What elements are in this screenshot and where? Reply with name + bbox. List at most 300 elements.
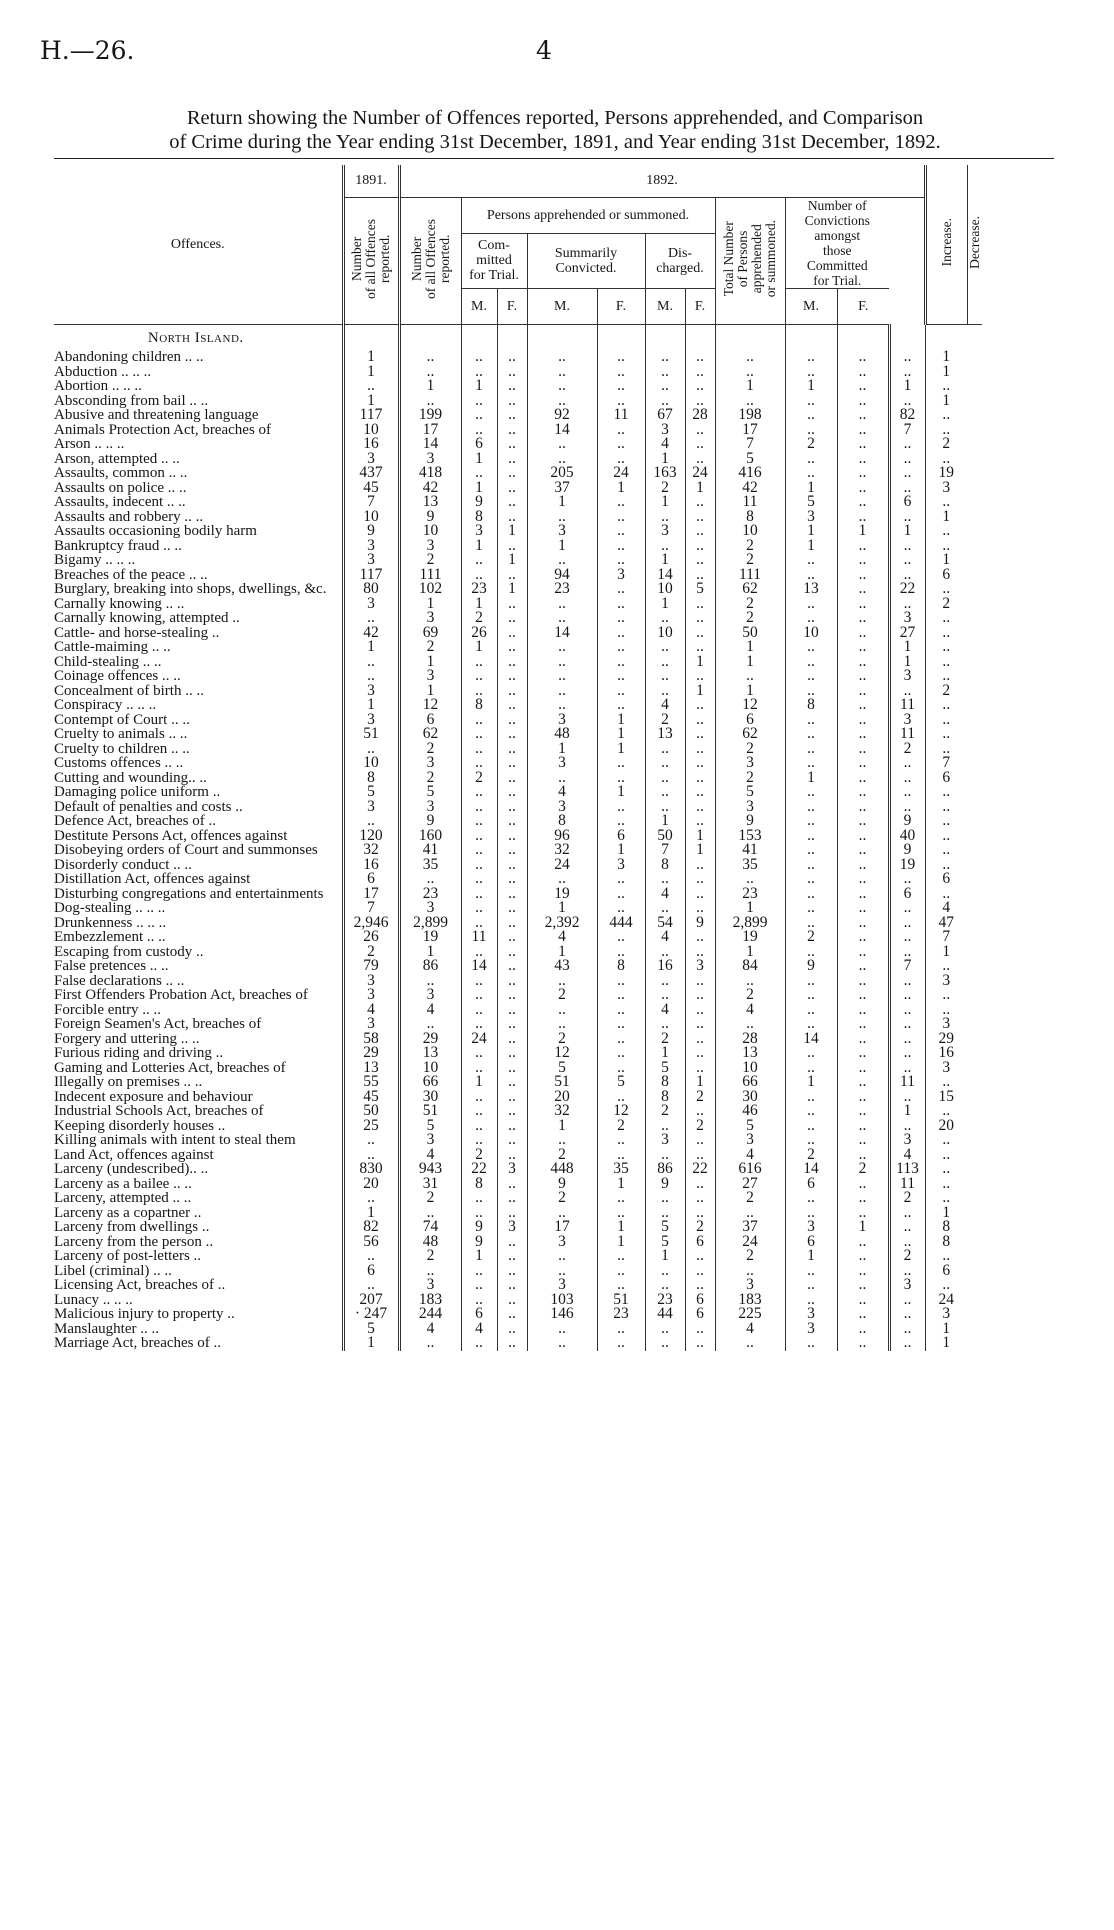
table-cell: 2 [925, 597, 967, 612]
table-cell: .. [497, 858, 527, 873]
table-cell: .. [645, 872, 685, 887]
table-cell: 40 [889, 829, 925, 844]
table-cell: .. [461, 1104, 497, 1119]
table-cell: .. [461, 1003, 497, 1018]
table-row [54, 1032, 982, 1047]
table-cell: 27 [889, 626, 925, 641]
offence-name: Conspiracy .. .. .. [54, 698, 157, 713]
table-cell: 1 [343, 394, 399, 409]
table-cell: 3 [715, 756, 785, 771]
table-cell: 10 [785, 626, 837, 641]
table-cell: 437 [343, 466, 399, 481]
table-cell: .. [785, 452, 837, 467]
table-cell: 11 [889, 698, 925, 713]
table-cell: .. [497, 655, 527, 670]
table-cell: 2 [889, 742, 925, 757]
table-cell: .. [597, 437, 645, 452]
col-apprehended: Persons apprehended or summoned. [461, 197, 715, 233]
table-cell: .. [837, 829, 889, 844]
table-cell: 6 [461, 1307, 497, 1322]
table-cell: .. [399, 1017, 461, 1032]
table-cell: 3 [925, 974, 967, 989]
table-cell: 7 [889, 959, 925, 974]
table-cell: 5 [715, 785, 785, 800]
table-cell: .. [837, 872, 889, 887]
table-cell: .. [497, 350, 527, 365]
table-cell: .. [685, 597, 715, 612]
table-cell: 3 [527, 1278, 597, 1293]
col-committed-f: F. [497, 288, 527, 324]
offence-name: Carnally knowing .. .. [54, 596, 185, 611]
table-cell: 1 [399, 597, 461, 612]
table-cell: 3 [343, 539, 399, 554]
table-cell: .. [497, 1249, 527, 1264]
table-cell: .. [597, 1191, 645, 1206]
table-cell: 2 [685, 1119, 715, 1134]
title-line-1: Return showing the Number of Offences reported, Persons apprehended, and Comparison [186, 107, 924, 129]
table-cell: 11 [461, 930, 497, 945]
table-cell: 3 [343, 684, 399, 699]
table-cell: 8 [461, 510, 497, 525]
table-cell: .. [785, 408, 837, 423]
table-cell: .. [497, 1336, 527, 1351]
table-row [54, 466, 982, 481]
table-cell: .. [645, 1322, 685, 1337]
table-cell: .. [461, 1017, 497, 1032]
offence-name: Lunacy .. .. .. [54, 1292, 133, 1307]
table-cell: 1 [597, 713, 645, 728]
table-cell: .. [497, 930, 527, 945]
table-cell: 28 [685, 408, 715, 423]
table-cell: 2 [399, 742, 461, 757]
table-cell: .. [343, 1191, 399, 1206]
table-cell: 1 [889, 524, 925, 539]
table-cell: .. [527, 1322, 597, 1337]
table-cell: .. [837, 423, 889, 438]
table-cell: 1 [461, 452, 497, 467]
table-cell: 16 [343, 858, 399, 873]
table-cell: 13 [645, 727, 685, 742]
table-cell: .. [837, 858, 889, 873]
table-cell: .. [837, 669, 889, 684]
table-cell: .. [461, 568, 497, 583]
table-cell: .. [461, 365, 497, 380]
table-cell: .. [497, 843, 527, 858]
table-cell: .. [837, 582, 889, 597]
table-row [54, 727, 982, 742]
table-cell: 2,899 [399, 916, 461, 931]
table-row [54, 1061, 982, 1076]
offence-name: Destitute Persons Act, offences against [54, 828, 288, 843]
table-cell: .. [527, 452, 597, 467]
table-cell: .. [715, 669, 785, 684]
table-cell: .. [785, 916, 837, 931]
table-cell: 10 [343, 510, 399, 525]
table-row [54, 394, 982, 409]
table-cell: 24 [685, 466, 715, 481]
table-cell: 1 [343, 1206, 399, 1221]
table-cell: .. [715, 365, 785, 380]
table-cell: .. [837, 1293, 889, 1308]
table-cell: 2 [527, 988, 597, 1003]
table-cell: .. [685, 539, 715, 554]
table-cell: 2 [399, 1249, 461, 1264]
table-cell: 2 [685, 1090, 715, 1105]
table-cell: .. [343, 1249, 399, 1264]
table-cell: 1 [685, 655, 715, 670]
table-cell: 3 [785, 1220, 837, 1235]
table-cell: .. [461, 408, 497, 423]
table-cell: .. [597, 669, 645, 684]
table-cell: 6 [685, 1293, 715, 1308]
table-cell: 9 [715, 814, 785, 829]
offence-name: Absconding from bail .. .. [54, 393, 209, 408]
offence-name: Default of penalties and costs .. [54, 799, 243, 814]
table-cell: .. [645, 771, 685, 786]
table-cell: 1 [715, 640, 785, 655]
table-cell: 32 [527, 843, 597, 858]
table-row [54, 1278, 982, 1293]
table-cell: .. [685, 988, 715, 1003]
table-cell: 1 [715, 945, 785, 960]
table-cell: 1 [597, 785, 645, 800]
table-cell: .. [925, 495, 967, 510]
table-cell: 2 [715, 611, 785, 626]
table-cell: .. [837, 1119, 889, 1134]
table-cell: .. [645, 742, 685, 757]
table-cell: .. [597, 1046, 645, 1061]
table-cell: 1 [527, 495, 597, 510]
table-cell: 1 [715, 379, 785, 394]
table-cell: 3 [399, 901, 461, 916]
table-cell: 3 [889, 669, 925, 684]
table-cell: 1 [715, 684, 785, 699]
table-cell: .. [889, 756, 925, 771]
table-cell: .. [889, 1336, 925, 1351]
table-cell: .. [837, 916, 889, 931]
table-cell: .. [497, 814, 527, 829]
table-row [54, 379, 982, 394]
table-cell: .. [785, 1264, 837, 1279]
table-cell: 8 [461, 1177, 497, 1192]
table-cell: .. [837, 1090, 889, 1105]
table-cell: 1 [527, 945, 597, 960]
table-cell: 117 [343, 568, 399, 583]
table-cell: 2 [785, 1148, 837, 1163]
table-cell: .. [597, 626, 645, 641]
table-cell: 12 [399, 698, 461, 713]
table-cell: .. [461, 872, 497, 887]
table-cell: .. [597, 394, 645, 409]
table-cell: 2 [399, 771, 461, 786]
table-cell: .. [461, 814, 497, 829]
table-cell: .. [837, 800, 889, 815]
table-cell: .. [685, 771, 715, 786]
table-cell: 15 [925, 1090, 967, 1105]
table-cell: .. [645, 901, 685, 916]
offence-name: Cruelty to children .. .. [54, 741, 190, 756]
table-cell: 19 [715, 930, 785, 945]
table-cell: .. [461, 1278, 497, 1293]
table-cell: .. [925, 829, 967, 844]
table-cell: .. [597, 423, 645, 438]
table-cell: .. [837, 510, 889, 525]
table-cell: 1 [925, 1322, 967, 1337]
table-cell: 1 [889, 640, 925, 655]
table-cell: .. [837, 698, 889, 713]
table-cell: .. [597, 988, 645, 1003]
table-cell: .. [889, 1046, 925, 1061]
table-cell: .. [785, 466, 837, 481]
table-cell: .. [889, 597, 925, 612]
offence-name: Cutting and wounding.. .. [54, 770, 207, 785]
table-cell: 35 [597, 1162, 645, 1177]
table-cell: 103 [527, 1293, 597, 1308]
table-cell: .. [527, 684, 597, 699]
col-summarily: Summarily Convicted. [527, 233, 645, 288]
table-cell: .. [685, 930, 715, 945]
table-cell: .. [461, 350, 497, 365]
table-cell: 5 [715, 1119, 785, 1134]
table-cell: 14 [399, 437, 461, 452]
table-cell: 616 [715, 1162, 785, 1177]
table-cell: .. [527, 510, 597, 525]
table-row [54, 582, 982, 597]
table-cell: .. [461, 785, 497, 800]
table-cell: 51 [527, 1075, 597, 1090]
table-cell: 1 [399, 684, 461, 699]
table-cell: 444 [597, 916, 645, 931]
table-cell: .. [889, 1220, 925, 1235]
table-cell: .. [527, 350, 597, 365]
table-cell: 1 [527, 539, 597, 554]
table-cell: 8 [343, 771, 399, 786]
table-cell: 2,899 [715, 916, 785, 931]
table-cell: .. [527, 698, 597, 713]
table-cell: .. [461, 945, 497, 960]
offence-name: Concealment of birth .. .. [54, 683, 204, 698]
table-cell: 4 [399, 1148, 461, 1163]
table-cell: 6 [343, 1264, 399, 1279]
table-cell: 1 [925, 365, 967, 380]
table-cell: .. [837, 771, 889, 786]
table-cell: .. [343, 1133, 399, 1148]
table-cell: .. [715, 974, 785, 989]
col-decrease: Decrease. [967, 165, 982, 324]
table-cell: .. [785, 1133, 837, 1148]
table-cell: .. [785, 1119, 837, 1134]
table-row [54, 843, 982, 858]
table-cell: .. [837, 466, 889, 481]
table-cell: 1 [461, 597, 497, 612]
table-cell: 11 [889, 1177, 925, 1192]
table-cell: .. [889, 350, 925, 365]
table-row [54, 437, 982, 452]
table-row [54, 365, 982, 380]
table-cell: .. [715, 1264, 785, 1279]
table-row [54, 684, 982, 699]
table-cell: 1 [645, 452, 685, 467]
table-cell: .. [497, 466, 527, 481]
table-cell: .. [785, 597, 837, 612]
table-cell: 4 [461, 1322, 497, 1337]
table-cell: 117 [343, 408, 399, 423]
table-cell: 2 [645, 1032, 685, 1047]
table-cell: .. [497, 394, 527, 409]
table-cell: 41 [715, 843, 785, 858]
table-cell: .. [785, 742, 837, 757]
table-cell: .. [461, 1133, 497, 1148]
table-cell: .. [597, 1003, 645, 1018]
offence-name: Abandoning children .. .. [54, 350, 204, 365]
table-cell: .. [597, 655, 645, 670]
table-cell: .. [889, 901, 925, 916]
table-cell: .. [597, 524, 645, 539]
offence-name: Cattle-maiming .. .. [54, 640, 171, 655]
table-cell: 1 [685, 843, 715, 858]
table-cell: .. [685, 1278, 715, 1293]
table-cell: 3 [399, 756, 461, 771]
table-cell: .. [785, 756, 837, 771]
table-cell: 1 [645, 553, 685, 568]
table-cell: .. [461, 423, 497, 438]
table-cell: 3 [399, 800, 461, 815]
table-cell: .. [685, 611, 715, 626]
table-cell: .. [497, 1235, 527, 1250]
table-cell: 3 [597, 858, 645, 873]
table-cell: 3 [645, 423, 685, 438]
offence-name: Drunkenness .. .. .. [54, 915, 167, 930]
table-cell: .. [497, 901, 527, 916]
table-cell: 9 [399, 510, 461, 525]
table-cell: .. [527, 771, 597, 786]
table-cell: .. [837, 655, 889, 670]
table-cell: 3 [399, 452, 461, 467]
table-cell: .. [925, 843, 967, 858]
table-cell: .. [837, 626, 889, 641]
table-cell: .. [925, 669, 967, 684]
table-cell: .. [497, 742, 527, 757]
table-cell: 3 [925, 481, 967, 496]
table-cell: .. [889, 988, 925, 1003]
table-cell: .. [685, 669, 715, 684]
table-cell: .. [461, 829, 497, 844]
table-cell: .. [685, 887, 715, 902]
offence-name: Assaults, indecent .. .. [54, 495, 186, 510]
table-cell: 416 [715, 466, 785, 481]
table-cell: .. [497, 945, 527, 960]
table-cell: .. [497, 785, 527, 800]
table-cell: .. [497, 365, 527, 380]
table-cell: 1 [785, 1075, 837, 1090]
table-cell: 1 [597, 742, 645, 757]
table-row [54, 698, 982, 713]
table-row [54, 1293, 982, 1308]
table-cell: .. [399, 872, 461, 887]
table-cell: .. [925, 988, 967, 1003]
table-cell: .. [925, 1075, 967, 1090]
table-cell: 5 [715, 452, 785, 467]
table-cell: .. [685, 1046, 715, 1061]
table-cell: .. [785, 713, 837, 728]
table-cell: 10 [715, 1061, 785, 1076]
table-cell: .. [685, 495, 715, 510]
table-row [54, 350, 982, 365]
table-cell: 9 [889, 814, 925, 829]
table-cell: 1 [925, 350, 967, 365]
col-convictions-m: M. [785, 288, 837, 324]
table-cell: 19 [399, 930, 461, 945]
table-header [54, 165, 982, 324]
table-cell: .. [785, 843, 837, 858]
table-cell: 27 [715, 1177, 785, 1192]
table-cell: 2 [685, 1220, 715, 1235]
table-cell: .. [837, 1075, 889, 1090]
table-cell: 3 [497, 1220, 527, 1235]
table-cell: 8 [925, 1220, 967, 1235]
table-cell: .. [785, 1090, 837, 1105]
table-cell: 3 [889, 1278, 925, 1293]
table-cell: .. [925, 1278, 967, 1293]
table-cell: 3 [785, 1307, 837, 1322]
table-cell: 37 [715, 1220, 785, 1235]
table-row [54, 1003, 982, 1018]
table-row [54, 1104, 982, 1119]
table-cell: .. [837, 568, 889, 583]
table-cell: .. [497, 887, 527, 902]
table-cell: 10 [343, 756, 399, 771]
table-cell: 8 [461, 698, 497, 713]
offence-name: Marriage Act, breaches of .. [54, 1336, 222, 1351]
table-cell: 1 [715, 655, 785, 670]
table-row [54, 1322, 982, 1337]
table-cell: .. [837, 1264, 889, 1279]
table-cell: 3 [925, 1307, 967, 1322]
table-cell: .. [461, 1046, 497, 1061]
table-cell: .. [785, 1336, 837, 1351]
table-cell: 9 [645, 1177, 685, 1192]
table-cell: .. [715, 394, 785, 409]
table-cell: 2 [399, 553, 461, 568]
table-cell: 86 [399, 959, 461, 974]
offence-name: Larceny as a bailee .. .. [54, 1176, 192, 1191]
table-cell: · 247 [343, 1307, 399, 1322]
table-row [54, 858, 982, 873]
table-cell: .. [925, 1191, 967, 1206]
table-row [54, 640, 982, 655]
table-cell: 3 [497, 1162, 527, 1177]
table-cell: 4 [645, 698, 685, 713]
table-cell: .. [497, 1177, 527, 1192]
table-cell: .. [645, 640, 685, 655]
table-cell: 198 [715, 408, 785, 423]
table-cell: .. [785, 394, 837, 409]
table-cell: 1 [461, 1249, 497, 1264]
table-cell: 1 [889, 655, 925, 670]
offence-name: Furious riding and driving .. [54, 1046, 224, 1061]
table-cell: 22 [685, 1162, 715, 1177]
table-row [54, 452, 982, 467]
table-cell: 3 [645, 524, 685, 539]
table-cell: 2 [715, 771, 785, 786]
table-cell: 3 [343, 597, 399, 612]
table-cell: .. [497, 611, 527, 626]
table-cell: 5 [527, 1061, 597, 1076]
table-cell: 3 [343, 1017, 399, 1032]
table-cell: 6 [889, 495, 925, 510]
table-cell: .. [837, 640, 889, 655]
table-cell: 183 [399, 1293, 461, 1308]
